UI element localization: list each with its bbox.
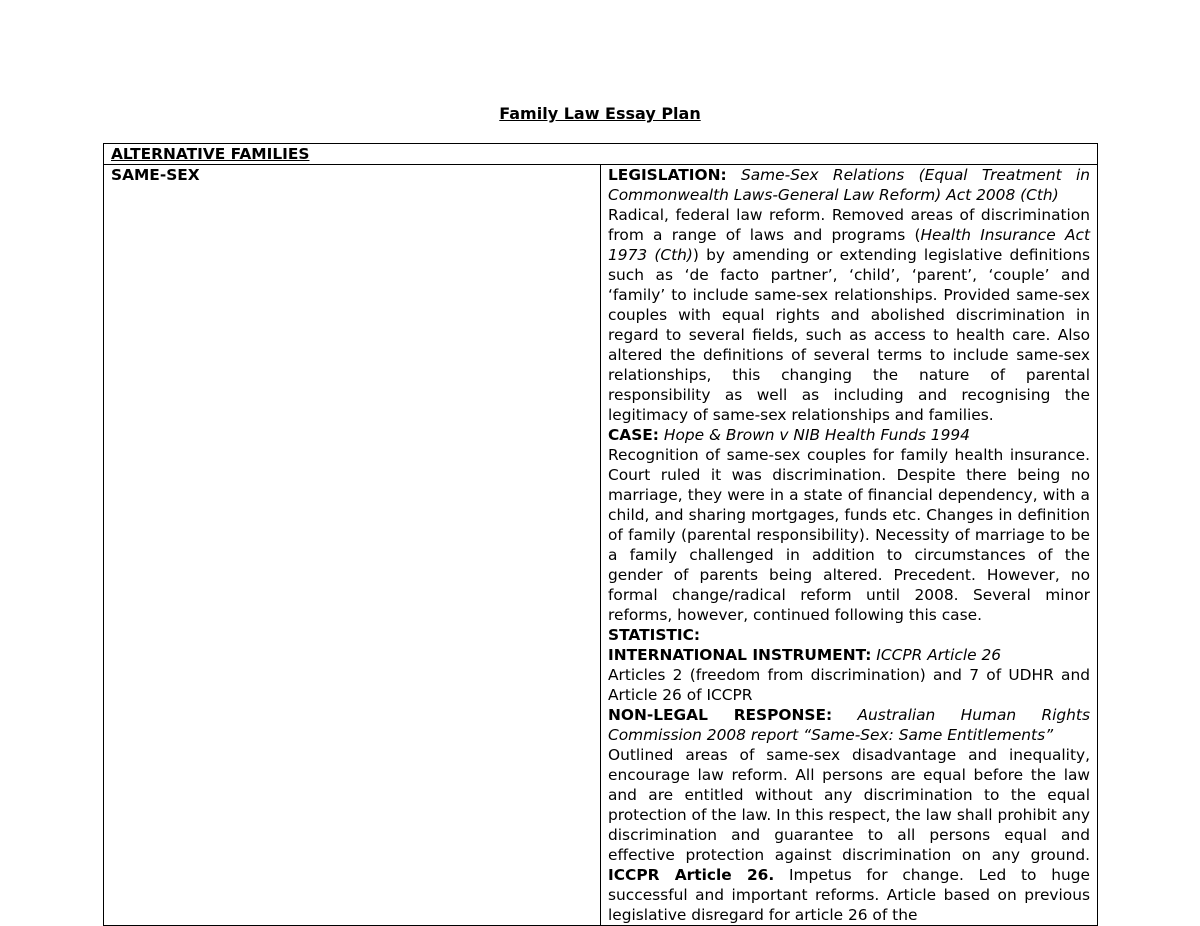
non-legal-text-part-2: Impetus for change. Led to huge successful and important reforms. Article based on previous legislative disregard for article 26 of the: [608, 866, 1090, 924]
non-legal-label: NON-LEGAL RESPONSE:: [608, 706, 833, 724]
non-legal-heading: [608, 705, 1090, 745]
document-title: Family Law Essay Plan: [499, 104, 701, 123]
international-title: ICCPR Article 26: [876, 646, 1002, 664]
same-sex-row: [104, 165, 1098, 926]
section-header-alternative-families: ALTERNATIVE FAMILIES: [104, 144, 1098, 165]
case-title: Hope & Brown v NIB Health Funds 1994: [663, 426, 970, 444]
international-label: INTERNATIONAL INSTRUMENT:: [608, 646, 872, 664]
statistic-label: STATISTIC:: [608, 626, 701, 644]
legislation-label: LEGISLATION:: [608, 166, 727, 184]
legislation-text: [608, 205, 1090, 425]
legislation-title: Same-Sex Relations (Equal Treatment in Commonwealth Laws-General Law Reform) Act 2008 (Cth): [608, 166, 1090, 204]
non-legal-bold-reference: ICCPR Article 26.: [608, 866, 775, 884]
legislation-text-part-2: ) by amending or extending legislative definitions such as ‘de facto partner’, ‘child’, ‘parent’, ‘couple’ and ‘family’ to include same-sex relationships. Provided same-sex couples with equal rights and abolished discrimination in regard to several fields, such as access to health care. Also altered the definitions of several terms to include same-sex relationships, this changing the nature of parental responsibility as well as including and recognising the legitimacy of same-sex relationships and families.: [608, 246, 1090, 424]
same-sex-content: [601, 165, 1098, 926]
non-legal-title: Australian Human Rights Commission 2008 report “Same-Sex: Same Entitlements”: [608, 706, 1090, 744]
case-text: Recognition of same-sex couples for family health insurance. Court ruled it was discrimination. Despite there being no marriage, they were in a state of financial dependency, with a child, and sharing mortgages, funds etc. Changes in definition of family (parental responsibility). Necessity of marriage to be a family challenged in addition to circumstances of the gender of parents being altered. Precedent. However, no formal change/radical reform until 2008. Several minor reforms, however, continued following this case.: [608, 446, 1090, 624]
non-legal-text: [608, 745, 1090, 925]
legislation-text-part-1: Radical, federal law reform. Removed areas of discrimination from a range of laws and programs (: [608, 206, 1090, 244]
essay-plan-table: [103, 143, 1098, 926]
non-legal-text-part-1: Outlined areas of same-sex disadvantage and inequality, encourage law reform. All persons are equal before the law and are entitled without any discrimination to the equal protection of the law. In this respect, the law shall prohibit any discrimination and guarantee to all persons equal and effective protection against discrimination on any ground.: [608, 746, 1090, 864]
international-text: Articles 2 (freedom from discrimination) and 7 of UDHR and Article 26 of ICCPR: [608, 666, 1090, 704]
case-heading: [608, 425, 1090, 445]
case-label: CASE:: [608, 426, 659, 444]
section-header-row: [104, 144, 1098, 165]
legislation-heading: [608, 165, 1090, 205]
row-label-same-sex: SAME-SEX: [104, 165, 601, 926]
international-heading: [608, 645, 1090, 665]
legislation-act-reference: Health Insurance Act 1973 (Cth): [608, 226, 1090, 264]
